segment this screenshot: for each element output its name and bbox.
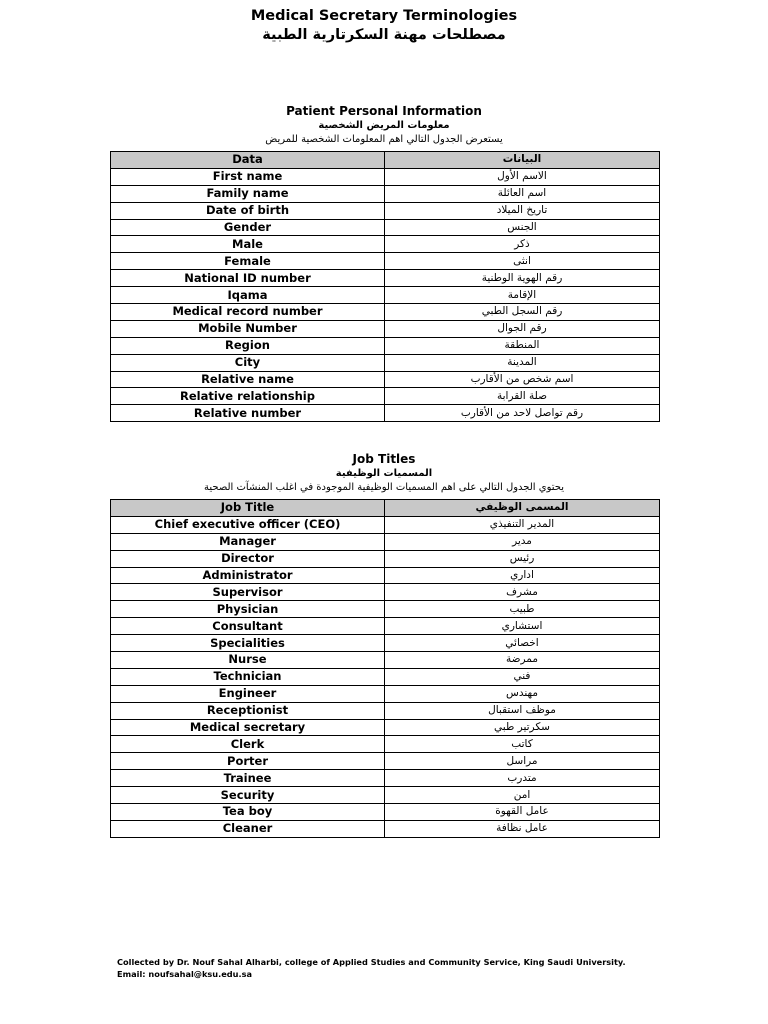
- term-arabic: اداري: [385, 567, 660, 584]
- term-arabic: مدير: [385, 533, 660, 550]
- term-english: Medical record number: [111, 304, 385, 321]
- term-english: Relative name: [111, 371, 385, 388]
- term-arabic: صلة القرابة: [385, 388, 660, 405]
- term-arabic: سكرتير طبي: [385, 719, 660, 736]
- term-arabic: الجنس: [385, 219, 660, 236]
- term-english: National ID number: [111, 270, 385, 287]
- term-arabic: مهندس: [385, 685, 660, 702]
- table-row: [111, 219, 660, 236]
- term-arabic: مراسل: [385, 753, 660, 770]
- term-english: Specialities: [111, 635, 385, 652]
- table-row: [111, 719, 660, 736]
- term-arabic: رقم السجل الطبي: [385, 304, 660, 321]
- table-row: [111, 270, 660, 287]
- table-row: [111, 533, 660, 550]
- term-arabic: عامل نظافة: [385, 820, 660, 837]
- term-english: Clerk: [111, 736, 385, 753]
- patient-section-title: Patient Personal Information: [286, 104, 482, 118]
- table-row: [111, 304, 660, 321]
- table-row: [111, 601, 660, 618]
- table-row: [111, 371, 660, 388]
- term-arabic: امن: [385, 787, 660, 804]
- term-arabic: استشاري: [385, 618, 660, 635]
- term-english: Mobile Number: [111, 320, 385, 337]
- table-row: [111, 736, 660, 753]
- term-english: Physician: [111, 601, 385, 618]
- term-english: Nurse: [111, 652, 385, 669]
- term-english: Director: [111, 550, 385, 567]
- term-arabic: المدينة: [385, 354, 660, 371]
- table-header-row: [111, 152, 660, 169]
- term-arabic: ذكر: [385, 236, 660, 253]
- term-english: Gender: [111, 219, 385, 236]
- table-row: [111, 185, 660, 202]
- table-row: [111, 618, 660, 635]
- term-english: Consultant: [111, 618, 385, 635]
- table-row: [111, 702, 660, 719]
- job-title-column-header: Job Title: [111, 500, 385, 517]
- term-english: Porter: [111, 753, 385, 770]
- term-arabic: اسم العائلة: [385, 185, 660, 202]
- term-arabic: اسم شخص من الأقارب: [385, 371, 660, 388]
- term-arabic: متدرب: [385, 770, 660, 787]
- table-row: [111, 287, 660, 304]
- table-row: [111, 405, 660, 422]
- jobs-section-description: يحتوي الجدول التالي على اهم المسميات الوظيفية الموجودة في اغلب المنشآت الصحية: [203, 482, 565, 493]
- table-row: [111, 753, 660, 770]
- table-row: [111, 770, 660, 787]
- document-title: Medical Secretary Terminologies: [250, 8, 518, 24]
- table-row: [111, 787, 660, 804]
- term-english: Chief executive officer (CEO): [111, 516, 385, 533]
- term-english: Security: [111, 787, 385, 804]
- term-arabic: رقم تواصل لاحد من الأقارب: [385, 405, 660, 422]
- table-row: [111, 820, 660, 837]
- term-arabic: موظف استقبال: [385, 702, 660, 719]
- table-row: [111, 668, 660, 685]
- patient-section-title-arabic: معلومات المريض الشخصية: [318, 120, 450, 131]
- table-row: [111, 202, 660, 219]
- table-row: [111, 320, 660, 337]
- table-row: [111, 388, 660, 405]
- data-column-header-arabic: البيانات: [385, 152, 660, 169]
- table-row: [111, 168, 660, 185]
- term-arabic: المنطقة: [385, 337, 660, 354]
- term-english: Female: [111, 253, 385, 270]
- jobs-section-title: Job Titles: [352, 452, 416, 466]
- term-english: Cleaner: [111, 820, 385, 837]
- term-english: Region: [111, 337, 385, 354]
- patient-info-table: [110, 151, 660, 422]
- term-english: Technician: [111, 668, 385, 685]
- term-english: Engineer: [111, 685, 385, 702]
- table-row: [111, 584, 660, 601]
- data-column-header: Data: [111, 152, 385, 169]
- term-arabic: مشرف: [385, 584, 660, 601]
- term-arabic: كاتب: [385, 736, 660, 753]
- term-arabic: عامل القهوة: [385, 804, 660, 821]
- term-english: Manager: [111, 533, 385, 550]
- term-arabic: رقم الجوال: [385, 320, 660, 337]
- jobs-section-title-arabic: المسميات الوظيفية: [335, 468, 433, 479]
- footer-credit: Collected by Dr. Nouf Sahal Alharbi, college of Applied Studies and Community Service, King Saudi University.: [117, 957, 626, 967]
- table-row: [111, 516, 660, 533]
- table-row: [111, 354, 660, 371]
- term-arabic: فني: [385, 668, 660, 685]
- term-arabic: انثى: [385, 253, 660, 270]
- term-english: Relative relationship: [111, 388, 385, 405]
- term-arabic: المدير التنفيذي: [385, 516, 660, 533]
- term-english: First name: [111, 168, 385, 185]
- job-title-column-header-arabic: المسمى الوظيفي: [385, 500, 660, 517]
- document-title-arabic: مصطلحات مهنة السكرتارية الطبية: [262, 27, 506, 43]
- term-english: Receptionist: [111, 702, 385, 719]
- term-english: Tea boy: [111, 804, 385, 821]
- term-english: Date of birth: [111, 202, 385, 219]
- job-titles-table: [110, 499, 660, 838]
- term-arabic: رقم الهوية الوطنية: [385, 270, 660, 287]
- table-row: [111, 550, 660, 567]
- table-row: [111, 635, 660, 652]
- term-english: Medical secretary: [111, 719, 385, 736]
- term-arabic: الإقامة: [385, 287, 660, 304]
- term-english: Administrator: [111, 567, 385, 584]
- term-arabic: الاسم الأول: [385, 168, 660, 185]
- term-arabic: ممرضة: [385, 652, 660, 669]
- term-arabic: اخصائي: [385, 635, 660, 652]
- patient-section-description: يستعرض الجدول التالي اهم المعلومات الشخصية للمريض: [265, 134, 503, 145]
- table-row: [111, 236, 660, 253]
- table-row: [111, 804, 660, 821]
- table-row: [111, 685, 660, 702]
- term-english: Male: [111, 236, 385, 253]
- table-row: [111, 567, 660, 584]
- term-english: City: [111, 354, 385, 371]
- table-row: [111, 652, 660, 669]
- table-row: [111, 337, 660, 354]
- term-english: Supervisor: [111, 584, 385, 601]
- term-arabic: تاريخ الميلاد: [385, 202, 660, 219]
- term-arabic: طبيب: [385, 601, 660, 618]
- term-arabic: رئيس: [385, 550, 660, 567]
- term-english: Trainee: [111, 770, 385, 787]
- table-header-row: [111, 500, 660, 517]
- table-row: [111, 253, 660, 270]
- term-english: Iqama: [111, 287, 385, 304]
- footer-email: Email: noufsahal@ksu.edu.sa: [117, 969, 252, 979]
- term-english: Relative number: [111, 405, 385, 422]
- term-english: Family name: [111, 185, 385, 202]
